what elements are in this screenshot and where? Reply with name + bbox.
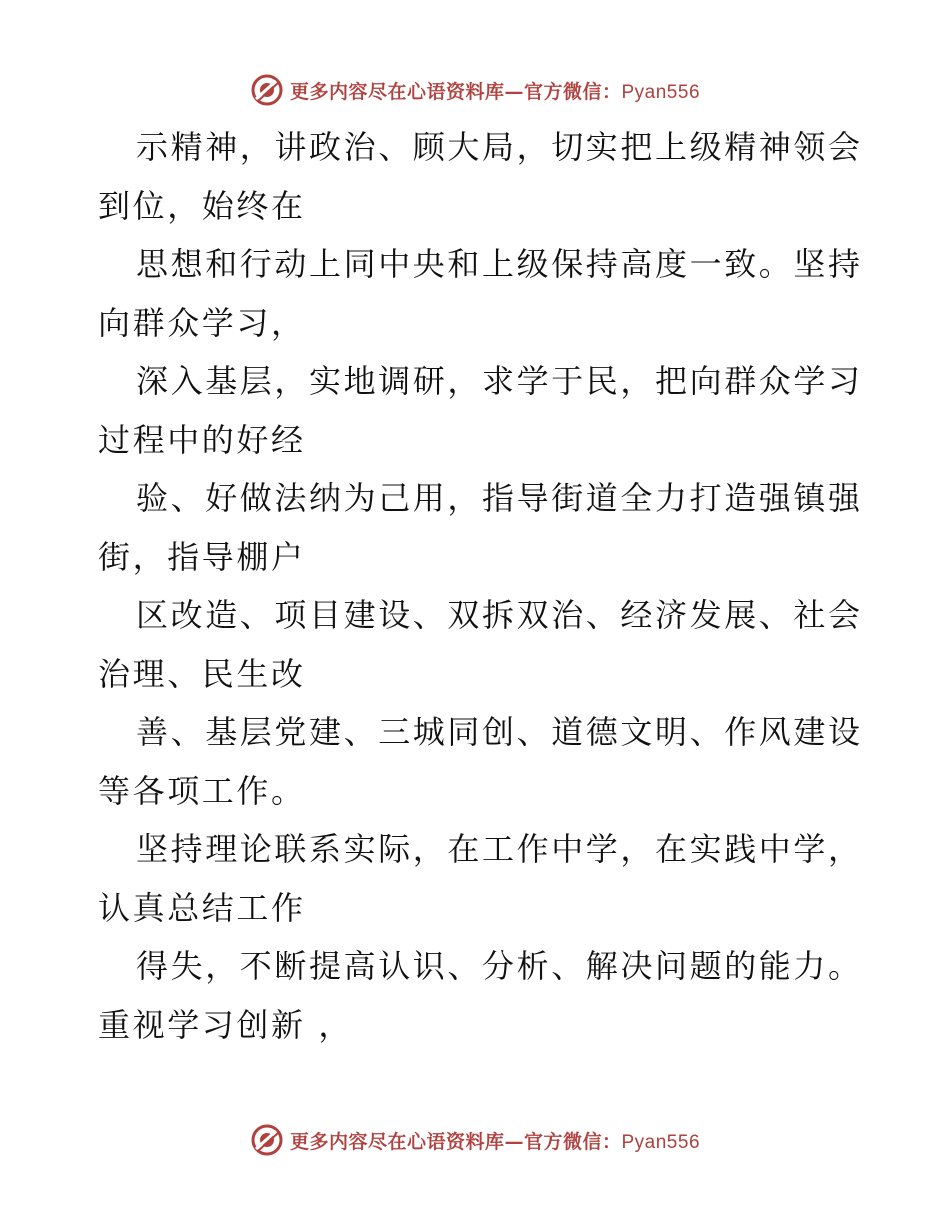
footer-banner-text: 更多内容尽在心语资料库—官方微信：Pyan556 <box>289 1130 701 1153</box>
text-line: 思想和行动上同中央和上级保持高度一致。坚持 <box>136 245 863 283</box>
text-line: 重视学习创新 ， <box>98 1005 353 1044</box>
document-body <box>98 118 863 1054</box>
text-line: 治理、民生改 <box>98 654 306 693</box>
text-line: 坚持理论联系实际，在工作中学，在实践中学， <box>136 830 863 868</box>
red-seal-logo-icon <box>250 73 284 107</box>
footer-contact-id: Pyan556 <box>621 1131 701 1153</box>
header-banner <box>0 70 950 110</box>
text-line: 到位，始终在 <box>98 186 306 225</box>
text-line: 验、好做法纳为己用，指导街道全力打造强镇强 <box>136 479 863 517</box>
footer-banner <box>0 1120 950 1160</box>
text-line: 向群众学习， <box>98 303 306 342</box>
text-line: 街，指导棚户 <box>98 537 306 576</box>
text-line: 过程中的好经 <box>98 420 306 459</box>
text-line: 等各项工作。 <box>98 771 306 810</box>
header-banner-text: 更多内容尽在心语资料库—官方微信：Pyan556 <box>289 80 701 103</box>
text-line: 示精神，讲政治、顾大局，切实把上级精神领会 <box>136 128 863 166</box>
text-line: 区改造、项目建设、双拆双治、经济发展、社会 <box>136 596 863 634</box>
text-line: 认真总结工作 <box>98 888 306 927</box>
text-line: 善、基层党建、三城同创、道德文明、作风建设 <box>136 713 863 751</box>
red-seal-logo-icon <box>250 1123 284 1157</box>
header-contact-id: Pyan556 <box>621 81 701 103</box>
text-line: 深入基层，实地调研，求学于民，把向群众学习 <box>136 362 863 400</box>
text-line: 得失，不断提高认识、分析、解决问题的能力。 <box>136 947 863 985</box>
